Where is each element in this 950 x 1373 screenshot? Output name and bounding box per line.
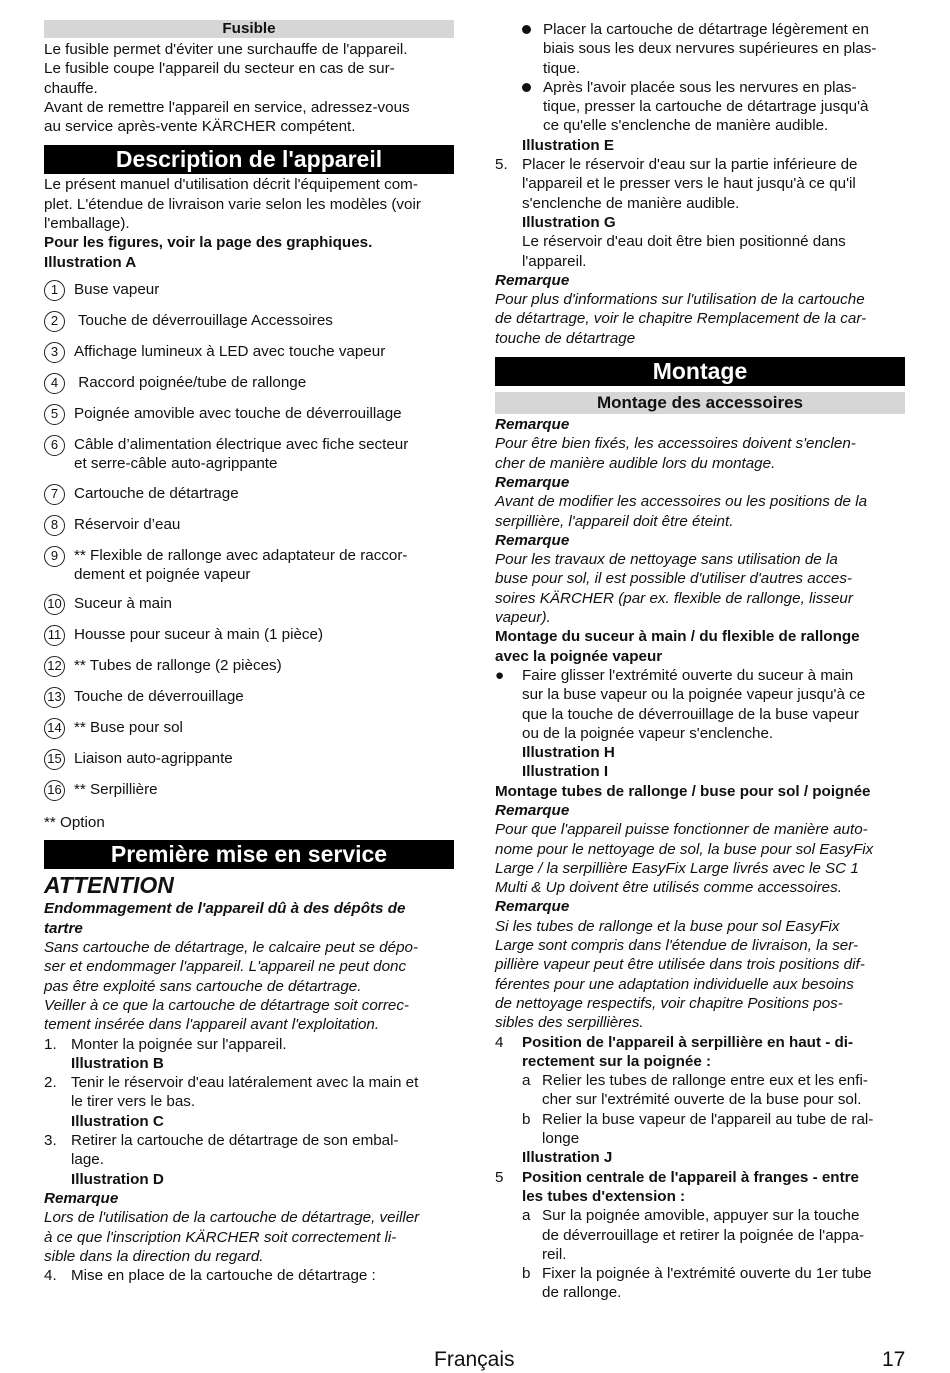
text-line: reil. bbox=[542, 1245, 567, 1263]
bullet-icon bbox=[522, 25, 531, 34]
legend-text bbox=[74, 515, 454, 534]
remark-label: Remarque bbox=[495, 531, 570, 549]
sub-step-letter: a bbox=[522, 1072, 531, 1090]
attention-text bbox=[44, 938, 454, 1034]
illustration-label: Illustration D bbox=[71, 1170, 164, 1188]
sub-step bbox=[522, 1206, 905, 1264]
text-line: Veiller à ce que la cartouche de détartrage soit correc- bbox=[44, 996, 409, 1014]
text-line: touche de détartrage bbox=[495, 329, 636, 347]
text-line: l'appareil et le presser vers le haut jusqu'à ce qu'il bbox=[522, 175, 856, 193]
legend-number-badge: 15 bbox=[44, 749, 65, 770]
text-line: Pour être bien fixés, les accessoires doivent s'enclen- bbox=[495, 435, 856, 453]
step-number: 2. bbox=[44, 1074, 57, 1092]
legend-number-badge: 14 bbox=[44, 718, 65, 739]
text-line: Poignée amovible avec touche de déverrouillage bbox=[74, 404, 402, 422]
text-line: Touche de déverrouillage Accessoires bbox=[74, 311, 333, 329]
text-line: Large sont compris dans l'étendue de livraison, la ser- bbox=[495, 937, 859, 955]
position-title: les tubes d'extension : bbox=[522, 1187, 686, 1205]
attention-subtitle: Endommagement de l'appareil dû à des dépôts de bbox=[44, 900, 406, 918]
remark-text bbox=[495, 820, 905, 897]
remark-label: Remarque bbox=[495, 473, 570, 491]
text-line: soires KÄRCHER (par ex. flexible de rallonge, lisseur bbox=[495, 589, 853, 607]
text-line: Le présent manuel d'utilisation décrit l'équipement com- bbox=[44, 176, 418, 194]
step-5 bbox=[495, 155, 905, 271]
position-title: rectement sur la poignée : bbox=[522, 1052, 712, 1070]
text-line: pas être exploité sans cartouche de détartrage. bbox=[44, 977, 362, 995]
bullet-icon bbox=[522, 83, 531, 92]
text-line: ser et endommager l'appareil. L'appareil ne peut donc bbox=[44, 958, 407, 976]
legend-item bbox=[44, 594, 454, 615]
text-line: sur la buse vapeur ou la poignée vapeur jusqu'à ce bbox=[522, 686, 866, 704]
legend-item bbox=[44, 780, 454, 801]
text-line: Réservoir d’eau bbox=[74, 515, 181, 533]
text-line: Avant de remettre l'appareil en service, adressez-vous bbox=[44, 98, 410, 116]
footer-language: Français bbox=[434, 1348, 515, 1371]
text-line: tique, presser la cartouche de détartrage jusqu'à bbox=[543, 98, 869, 116]
text-line: et serre-câble auto-agrippante bbox=[74, 455, 278, 473]
legend-item bbox=[44, 546, 454, 585]
sub-step bbox=[522, 1071, 905, 1110]
legend-item bbox=[44, 749, 454, 770]
text-line: Placer la cartouche de détartrage légèrement en bbox=[543, 21, 869, 38]
legend-item bbox=[44, 656, 454, 677]
bullet-item bbox=[495, 666, 905, 782]
text-line: que la touche de déverrouillage de la buse vapeur bbox=[522, 705, 859, 723]
text-line: Liaison auto-agrippante bbox=[74, 750, 233, 768]
illustration-label: Illustration B bbox=[71, 1054, 164, 1072]
text-line: de rallonge. bbox=[542, 1284, 622, 1302]
text-line: Le réservoir d'eau doit être bien positionné dans bbox=[522, 233, 846, 251]
remark-label: Remarque bbox=[44, 1189, 119, 1207]
remark-text bbox=[495, 492, 905, 531]
legend-number-badge: 1 bbox=[44, 280, 65, 301]
text-line: l'appareil. bbox=[522, 252, 587, 270]
legend-text bbox=[74, 373, 454, 392]
step-number: 4. bbox=[44, 1267, 57, 1285]
text-line: ce qu'elle s'enclenche de manière audible. bbox=[543, 117, 829, 135]
text-line: de détartrage, voir le chapitre Remplacement de la car- bbox=[495, 310, 867, 328]
text-line: tement insérée dans l'appareil avant l'exploitation. bbox=[44, 1016, 380, 1034]
text-line: Retirer la cartouche de détartrage de son embal- bbox=[71, 1132, 399, 1150]
remark-text bbox=[495, 290, 905, 348]
sub-step-letter: b bbox=[522, 1110, 531, 1128]
remark-text bbox=[495, 434, 905, 473]
figures-note: Pour les figures, voir la page des graphiques. bbox=[44, 234, 373, 252]
legend-item bbox=[44, 373, 454, 394]
text-line: serpillière, l'appareil doit être éteint. bbox=[495, 512, 734, 530]
text-line: Affichage lumineux à LED avec touche vapeur bbox=[74, 342, 386, 360]
legend-text bbox=[74, 656, 454, 675]
text-line: Large / la serpillière EasyFix Large livrés avec le SC 1 bbox=[495, 859, 859, 877]
text-line: sible dans la direction du regard. bbox=[44, 1247, 264, 1265]
illustration-label: Illustration I bbox=[522, 763, 609, 781]
text-line: ** Flexible de rallonge avec adaptateur de raccor- bbox=[74, 546, 408, 564]
text-line: Placer le réservoir d'eau sur la partie inférieure de bbox=[522, 156, 858, 174]
legend-item bbox=[44, 687, 454, 708]
text-line: biais sous les deux nervures supérieures en plas- bbox=[543, 40, 877, 58]
text-line: ** Buse pour sol bbox=[74, 719, 183, 737]
step-2 bbox=[44, 1073, 454, 1131]
text-line: Tenir le réservoir d'eau latéralement avec la main et bbox=[71, 1074, 419, 1092]
legend-text bbox=[74, 435, 454, 474]
text-line: plet. L'étendue de livraison varie selon les modèles (voir bbox=[44, 195, 421, 213]
step-1 bbox=[44, 1035, 454, 1074]
text-line: Touche de déverrouillage bbox=[74, 688, 244, 706]
section-title-first-use: Première mise en service bbox=[44, 840, 454, 869]
text-line: Pour que l'appareil puisse fonctionner de manière auto- bbox=[495, 821, 868, 839]
legend-item bbox=[44, 625, 454, 646]
sub-step bbox=[522, 1110, 905, 1149]
text-line: Pour plus d'informations sur l'utilisation de la cartouche bbox=[495, 291, 865, 309]
legend-text bbox=[74, 404, 454, 423]
legend-text bbox=[74, 780, 454, 799]
fusible-heading: Fusible bbox=[44, 20, 454, 38]
legend-item bbox=[44, 484, 454, 505]
text-line: cher de manière audible lors du montage. bbox=[495, 454, 776, 472]
subheading: Montage du suceur à main / du flexible de rallonge bbox=[495, 628, 860, 646]
illustration-label: Illustration G bbox=[522, 213, 616, 231]
text-line: ou de la poignée vapeur s'enclenche. bbox=[522, 724, 774, 742]
sub-step-letter: b bbox=[522, 1265, 531, 1283]
position-5 bbox=[495, 1168, 905, 1303]
text-line: Avant de modifier les accessoires ou les positions de la bbox=[495, 493, 868, 511]
text-line: sibles des serpillières. bbox=[495, 1014, 644, 1032]
legend-text bbox=[74, 311, 454, 330]
legend-text bbox=[74, 484, 454, 503]
text-line: ** Tubes de rallonge (2 pièces) bbox=[74, 657, 282, 675]
component-legend bbox=[44, 280, 454, 801]
description-text bbox=[44, 175, 454, 271]
legend-number-badge: 8 bbox=[44, 515, 65, 536]
position-title: Position centrale de l'appareil à franges - entre bbox=[522, 1168, 859, 1186]
position-4 bbox=[495, 1033, 905, 1168]
text-line: de déverrouillage et retirer la poignée de l'appa- bbox=[542, 1226, 865, 1244]
remark-text bbox=[495, 550, 905, 627]
remark-text bbox=[495, 917, 905, 1033]
legend-text bbox=[74, 749, 454, 768]
bullet-item bbox=[495, 78, 905, 136]
legend-item bbox=[44, 280, 454, 301]
right-column bbox=[495, 20, 905, 1303]
text-line: au service après-vente KÄRCHER compétent. bbox=[44, 118, 356, 136]
position-title: Position de l'appareil à serpillière en haut - di- bbox=[522, 1033, 854, 1051]
text-line: Suceur à main bbox=[74, 595, 172, 613]
legend-number-badge: 2 bbox=[44, 311, 65, 332]
illustration-label: Illustration J bbox=[522, 1149, 613, 1167]
legend-number-badge: 5 bbox=[44, 404, 65, 425]
legend-text bbox=[74, 625, 454, 644]
text-line: Lors de l'utilisation de la cartouche de détartrage, veiller bbox=[44, 1209, 420, 1227]
remark-label: Remarque bbox=[495, 898, 570, 916]
text-line: pillière vapeur peut être utilisée dans trois positions dif- bbox=[495, 956, 865, 974]
text-line: ** Serpillière bbox=[74, 781, 158, 799]
illustration-label: Illustration C bbox=[71, 1112, 164, 1130]
text-line: Le fusible coupe l'appareil du secteur en cas de sur- bbox=[44, 60, 395, 78]
section-title-montage: Montage bbox=[495, 357, 905, 386]
step-4 bbox=[44, 1266, 454, 1285]
text-line: tique. bbox=[543, 59, 581, 77]
legend-item bbox=[44, 718, 454, 739]
text-line: dement et poignée vapeur bbox=[74, 565, 251, 583]
legend-number-badge: 3 bbox=[44, 342, 65, 363]
option-note: ** Option bbox=[44, 814, 105, 832]
legend-item bbox=[44, 404, 454, 425]
text-line: Faire glisser l'extrémité ouverte du suceur à main bbox=[522, 666, 854, 684]
illustration-label: Illustration H bbox=[522, 744, 615, 762]
step-3 bbox=[44, 1131, 454, 1189]
legend-number-badge: 4 bbox=[44, 373, 65, 394]
legend-number-badge: 12 bbox=[44, 656, 65, 677]
legend-text bbox=[74, 342, 454, 361]
text-line: Relier la buse vapeur de l'appareil au tube de ral- bbox=[542, 1110, 874, 1128]
text-line: Housse pour suceur à main (1 pièce) bbox=[74, 626, 324, 644]
legend-item bbox=[44, 342, 454, 363]
text-line: le tirer vers le bas. bbox=[71, 1093, 196, 1111]
legend-item bbox=[44, 515, 454, 536]
text-line: nome pour le nettoyage de sol, la buse pour sol EasyFix bbox=[495, 840, 874, 858]
text-line: férentes pour une adaptation individuelle aux besoins bbox=[495, 975, 854, 993]
remark-label: Remarque bbox=[495, 416, 570, 434]
legend-number-badge: 6 bbox=[44, 435, 65, 456]
text-line: Si les tubes de rallonge et la buse pour sol EasyFix bbox=[495, 917, 840, 935]
text-line: à ce que l'inscription KÄRCHER soit correctement li- bbox=[44, 1228, 397, 1246]
section-title-description: Description de l'appareil bbox=[44, 145, 454, 174]
text-line: Monter la poignée sur l'appareil. bbox=[71, 1035, 287, 1053]
sub-step bbox=[522, 1264, 905, 1303]
legend-number-badge: 13 bbox=[44, 687, 65, 708]
legend-text bbox=[74, 546, 454, 585]
text-line: Pour les travaux de nettoyage sans utilisation de la bbox=[495, 551, 838, 569]
text-line: Cartouche de détartrage bbox=[74, 484, 239, 502]
subheading: Montage tubes de rallonge / buse pour sol / poignée bbox=[495, 782, 871, 800]
illustration-label: Illustration E bbox=[522, 136, 614, 154]
illustration-label: Illustration A bbox=[44, 253, 137, 271]
text-line: Buse vapeur bbox=[74, 280, 160, 298]
legend-number-badge: 10 bbox=[44, 594, 65, 615]
text-line: Sans cartouche de détartrage, le calcaire peut se dépo- bbox=[44, 939, 419, 957]
remark-label: Remarque bbox=[495, 801, 570, 819]
text-line: Câble d’alimentation électrique avec fiche secteur bbox=[74, 435, 409, 453]
legend-number-badge: 11 bbox=[44, 625, 65, 646]
subheading: avec la poignée vapeur bbox=[495, 647, 663, 665]
bullet-item bbox=[495, 20, 905, 78]
sub-step-letter: a bbox=[522, 1207, 531, 1225]
text-line: Après l'avoir placée sous les nervures en plas- bbox=[543, 78, 857, 96]
text-line: de nettoyage respectifs, voir chapitre Positions pos- bbox=[495, 994, 843, 1012]
legend-text bbox=[74, 687, 454, 706]
text-line: Multi & Up doivent être utilisés comme accessoires. bbox=[495, 879, 842, 897]
legend-item bbox=[44, 311, 454, 332]
attention-heading: ATTENTION bbox=[44, 872, 174, 899]
left-column bbox=[44, 20, 454, 1285]
remark-label: Remarque bbox=[495, 271, 570, 289]
text-line: lage. bbox=[71, 1151, 104, 1169]
step-number: 5 bbox=[495, 1168, 504, 1186]
page-number: 17 bbox=[882, 1348, 906, 1371]
step-number: 4 bbox=[495, 1033, 504, 1051]
legend-text bbox=[74, 718, 454, 737]
text-line: l'emballage). bbox=[44, 215, 130, 233]
text-line: vapeur). bbox=[495, 609, 551, 627]
text-line: chauffe. bbox=[44, 79, 98, 97]
text-line: Sur la poignée amovible, appuyer sur la touche bbox=[542, 1207, 860, 1225]
legend-item bbox=[44, 435, 454, 474]
legend-text bbox=[74, 280, 454, 299]
text-line: cher sur l'extrémité ouverte de la buse pour sol. bbox=[542, 1091, 862, 1109]
legend-text bbox=[74, 594, 454, 613]
legend-number-badge: 16 bbox=[44, 780, 65, 801]
step-number: 3. bbox=[44, 1132, 57, 1150]
text-line: Fixer la poignée à l'extrémité ouverte du 1er tube bbox=[542, 1265, 872, 1283]
text-line: Mise en place de la cartouche de détartrage : bbox=[71, 1267, 376, 1285]
legend-number-badge: 7 bbox=[44, 484, 65, 505]
step-number: 1. bbox=[44, 1035, 57, 1053]
subsection-title-accessories: Montage des accessoires bbox=[495, 392, 905, 414]
fusible-text bbox=[44, 40, 454, 136]
attention-subtitle: tartre bbox=[44, 919, 83, 937]
bullet-icon: ● bbox=[495, 666, 505, 684]
text-line: Le fusible permet d'éviter une surchauffe de l'appareil. bbox=[44, 41, 408, 58]
step-number: 5. bbox=[495, 156, 508, 174]
text-line: Relier les tubes de rallonge entre eux et les enfi- bbox=[542, 1072, 868, 1090]
text-line: s'enclenche de manière audible. bbox=[522, 194, 740, 212]
remark-text bbox=[44, 1208, 454, 1266]
legend-number-badge: 9 bbox=[44, 546, 65, 567]
text-line: buse pour sol, il est possible d'utiliser d'autres acces- bbox=[495, 570, 852, 588]
text-line: Raccord poignée/tube de rallonge bbox=[74, 373, 307, 391]
text-line: longe bbox=[542, 1130, 580, 1148]
